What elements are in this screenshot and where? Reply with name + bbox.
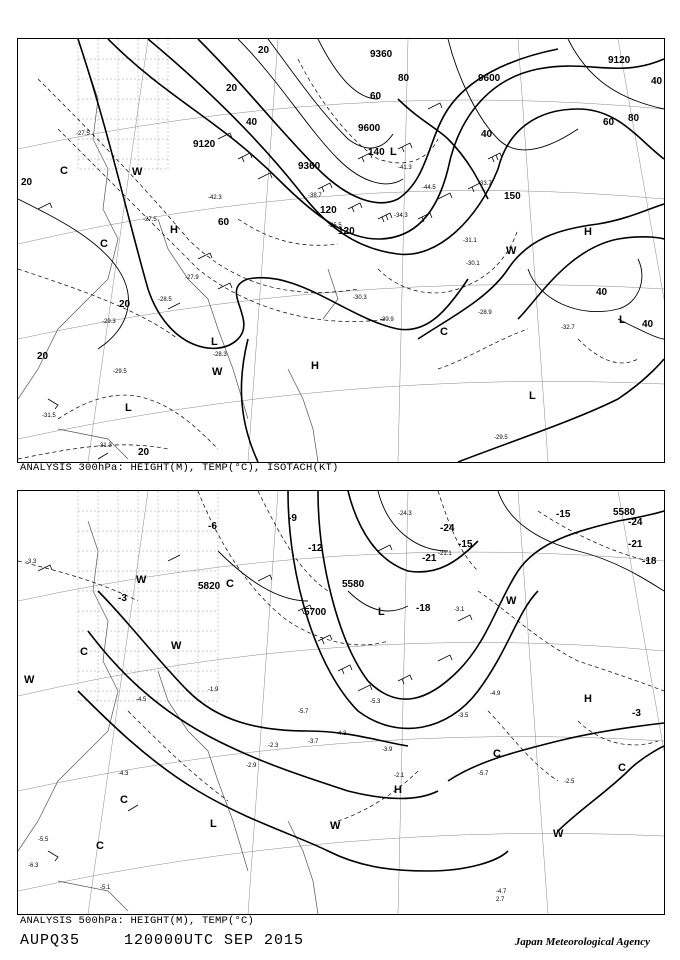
temp-300-16: -33.7: [478, 181, 492, 187]
chart-300hpa: [17, 38, 665, 463]
station-500-8: -4.5: [136, 697, 147, 703]
station-500-20: -3.1: [454, 607, 465, 613]
isotach-300-8: 40: [596, 287, 608, 298]
thin-contours-300: [18, 39, 664, 349]
center-500-3: C: [80, 646, 88, 658]
height-label-500-2: 5580: [342, 579, 365, 590]
height-label-300-0: 9120: [193, 139, 216, 150]
center-300-8: C: [100, 238, 108, 250]
isotach-300-11: 60: [218, 217, 230, 228]
temp-300-17: -41.3: [398, 165, 412, 171]
center-500-9: C: [493, 748, 501, 760]
height-label-300-4: 9600: [478, 73, 501, 84]
center-500-2: W: [24, 674, 35, 686]
station-500-3: -2.5: [564, 779, 575, 785]
isotherm-500-11: -21: [422, 553, 437, 564]
hatch-area-500: [78, 491, 218, 701]
station-500-7: -3.9: [382, 747, 393, 753]
center-300-9: C: [440, 326, 448, 338]
center-300-11: W: [212, 366, 223, 378]
isotherm-500-5: -15: [556, 509, 571, 520]
station-500-22: -21.1: [438, 551, 452, 557]
height-contours-500: [78, 491, 664, 871]
isotherm-500-9: -24: [440, 523, 455, 534]
caption-300hpa: ANALYSIS 300hPa: HEIGHT(M), TEMP(°C), ISOTACH(KT): [20, 462, 339, 474]
height-label-300-1: 9120: [608, 55, 631, 66]
caption-500hpa: ANALYSIS 500hPa: HEIGHT(M), TEMP(°C): [20, 915, 255, 927]
center-500-4: C: [120, 794, 128, 806]
isotherm-500-1: -3: [632, 708, 641, 719]
station-500-14: -4.3: [336, 731, 347, 737]
isotherm-500-10: -24: [628, 517, 643, 528]
station-500-11: -5.5: [38, 837, 49, 843]
height-label-500-3: 5580: [613, 507, 636, 518]
isotherms-500: [18, 491, 664, 821]
center-500-12: L: [378, 606, 385, 618]
center-500-15: C: [226, 578, 234, 590]
temp-300-5: -28.3: [213, 352, 227, 358]
center-500-6: L: [210, 818, 217, 830]
map-500hpa: [18, 491, 664, 914]
isotach-300-3: 20: [119, 299, 131, 310]
isotach-300-19: 150: [504, 191, 521, 202]
center-300-2: L: [125, 402, 132, 414]
station-500-17: -3.7: [308, 739, 319, 745]
center-500-5: C: [96, 840, 104, 852]
hatch-area-300: [78, 39, 168, 169]
chart-code: AUPQ35: [20, 932, 81, 949]
center-500-10: W: [330, 820, 341, 832]
isotherm-500-12: -18: [416, 603, 431, 614]
station-500-6: -2.1: [394, 773, 405, 779]
isotach-300-0: 20: [258, 45, 270, 56]
temp-300-2: -29.5: [113, 369, 127, 375]
isotherm-500-3: -9: [288, 513, 297, 524]
temp-300-13: -29.5: [494, 435, 508, 441]
isotach-300-4: 20: [37, 351, 49, 362]
height-label-300-2: 9360: [298, 161, 321, 172]
temp-300-22: -34.3: [394, 213, 408, 219]
center-300-4: H: [584, 226, 592, 238]
isotach-300-15: 80: [398, 73, 410, 84]
station-500-5: 2.7: [496, 897, 505, 903]
station-500-23: -24.3: [398, 511, 412, 517]
center-500-0: W: [136, 574, 147, 586]
center-300-1: L: [211, 336, 218, 348]
center-300-7: C: [60, 165, 68, 177]
center-300-6: L: [619, 314, 626, 326]
center-500-1: W: [171, 640, 182, 652]
temp-300-10: -31.1: [463, 238, 477, 244]
height-label-500-1: 5700: [304, 607, 327, 618]
isotherm-500-8: -21: [628, 539, 643, 550]
station-500-10: -5.1: [100, 885, 111, 891]
isotherm-500-0: -3: [118, 593, 127, 604]
isotach-300-10: 40: [651, 76, 663, 87]
station-500-19: -4.3: [118, 771, 129, 777]
center-300-0: H: [170, 224, 178, 236]
temp-300-18: -44.5: [422, 185, 436, 191]
isotherm-500-4: -12: [308, 543, 323, 554]
center-500-11: W: [553, 828, 564, 840]
center-300-10: W: [132, 166, 143, 178]
station-500-4: -4.7: [496, 889, 507, 895]
station-500-1: -4.9: [490, 691, 501, 697]
station-500-21: -5.3: [370, 699, 381, 705]
isotherm-500-6: -15: [458, 539, 473, 550]
temp-300-12: -32.7: [561, 325, 575, 331]
center-500-14: W: [506, 595, 517, 607]
station-500-0: -5.7: [478, 771, 489, 777]
isotach-300-13: 60: [370, 91, 382, 102]
temp-300-9: -30.1: [466, 261, 480, 267]
height-label-300-5: 9360: [370, 49, 393, 60]
isotach-300-5: 20: [138, 447, 150, 458]
station-500-9: -3.3: [26, 559, 37, 565]
isotach-300-17: 120: [338, 226, 355, 237]
station-500-13: -1.9: [208, 687, 219, 693]
center-300-12: W: [506, 245, 517, 257]
isotherm-500-2: -6: [208, 521, 217, 532]
temp-300-21: -35.5: [328, 223, 342, 229]
temp-300-8: -30.9: [380, 317, 394, 323]
isotach-300-16: 120: [320, 205, 337, 216]
analysis-time: 120000UTC SEP 2015: [124, 932, 305, 949]
center-300-3: H: [311, 360, 319, 372]
center-500-8: H: [394, 784, 402, 796]
height-label-300-3: 9600: [358, 123, 381, 134]
coastline-300: [18, 69, 338, 462]
station-500-12: -6.3: [28, 863, 39, 869]
isotach-300-12: 60: [603, 117, 615, 128]
isotach-300-9: 40: [642, 319, 654, 330]
isotherm-500-7: -18: [642, 556, 657, 567]
station-500-15: -2.3: [268, 743, 279, 749]
station-500-18: -5.7: [298, 709, 309, 715]
height-label-500-0: 5820: [198, 581, 221, 592]
isotach-300-18: 140: [368, 147, 385, 158]
isotach-300-1: 20: [226, 83, 238, 94]
center-500-7: H: [584, 693, 592, 705]
temp-300-6: -27.9: [185, 275, 199, 281]
temp-300-14: -27.5: [143, 217, 157, 223]
isotach-300-14: 80: [628, 113, 640, 124]
chart-id-line: [20, 932, 338, 949]
agency-name: Japan Meteorological Agency: [514, 936, 650, 948]
isotach-300-6: 40: [246, 117, 258, 128]
center-300-5: L: [529, 390, 536, 402]
temp-300-1: -29.3: [102, 319, 116, 325]
station-500-2: -3.5: [458, 713, 469, 719]
temp-300-7: -30.3: [353, 295, 367, 301]
center-300-13: L: [390, 146, 397, 158]
temp-300-4: -31.3: [98, 443, 112, 449]
center-500-13: C: [618, 762, 626, 774]
chart-500hpa: [17, 490, 665, 915]
temp-300-11: -28.9: [478, 310, 492, 316]
coastline-500: [18, 521, 318, 914]
temp-300-20: -38.7: [308, 193, 322, 199]
temp-300-19: -42.3: [208, 195, 222, 201]
station-500-16: -2.9: [246, 763, 257, 769]
map-300hpa: [18, 39, 664, 462]
isotach-300-7: 40: [481, 129, 493, 140]
temp-300-3: -31.5: [42, 413, 56, 419]
isotach-300-2: 20: [21, 177, 33, 188]
temp-300-15: -28.5: [158, 297, 172, 303]
temp-300-0: -27.5: [76, 131, 90, 137]
